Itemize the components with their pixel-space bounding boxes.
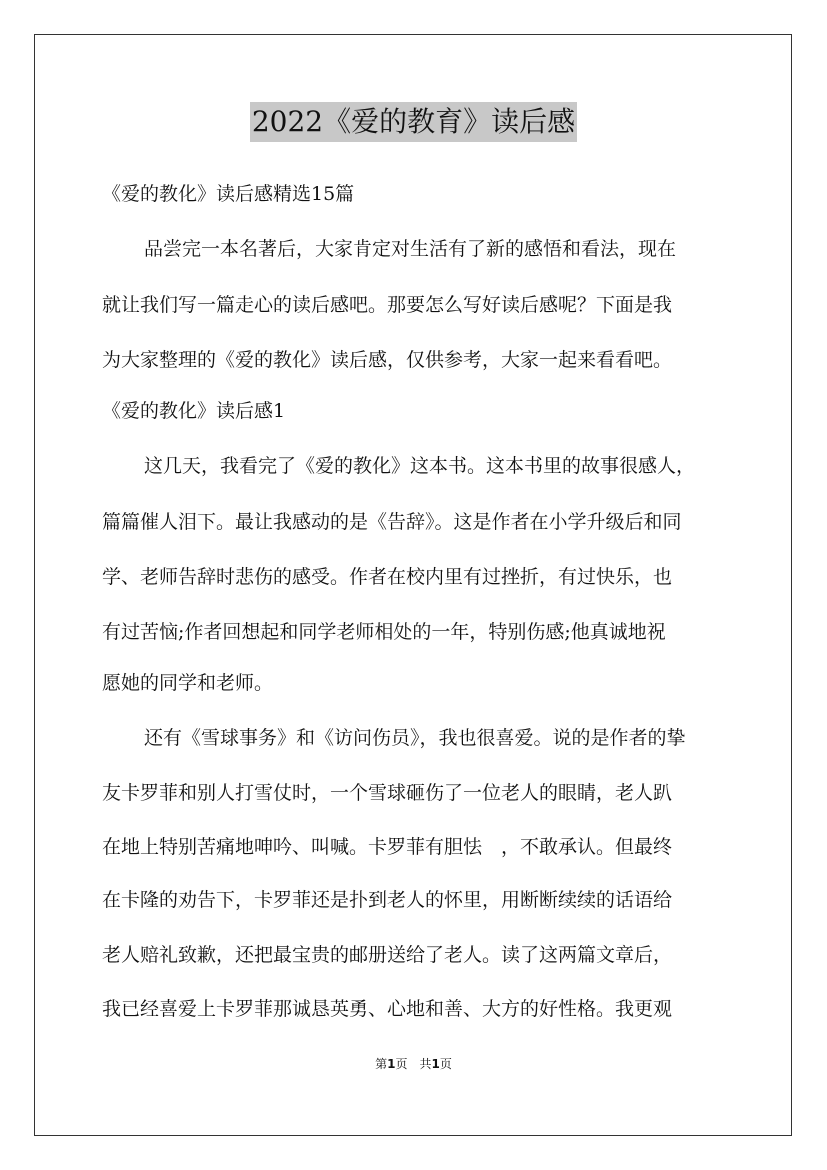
footer-page-prefix: 第 <box>375 1057 388 1071</box>
paragraph1-line-4: 有过苦恼;作者回想起和同学老师相处的一年，特别伤感;他真诚地祝 <box>102 621 666 643</box>
intro-line-3: 为大家整理的《爱的教化》读后感，仅供参考，大家一起来看看吧。 <box>102 349 673 371</box>
paragraph1-line-2: 篇篇催人泪下。最让我感动的是《告辞》。这是作者在小学升级后和同 <box>102 511 682 533</box>
section-heading: 《爱的教化》读后感1 <box>102 400 286 422</box>
intro-line-2: 就让我们写一篇走心的读后感吧。那要怎么写好读后感呢？下面是我 <box>102 294 673 316</box>
paragraph1-line-5: 愿她的同学和老师。 <box>102 672 274 694</box>
document-title: 2022《爱的教育》读后感 <box>250 102 577 142</box>
title-container <box>0 102 827 142</box>
paragraph2-line-3: 在地上特别苦痛地呻吟、叫喊。卡罗菲有胆怯 ，不敢承认。但最终 <box>102 836 673 858</box>
paragraph1-line-3: 学、老师告辞时悲伤的感受。作者在校内里有过挫折，有过快乐，也 <box>102 566 673 588</box>
paragraph1-line-1: 这几天，我看完了《爱的教化》这本书。这本书里的故事很感人， <box>144 455 696 477</box>
page-footer <box>0 1056 827 1072</box>
paragraph2-line-2: 友卡罗菲和别人打雪仗时，一个雪球砸伤了一位老人的眼睛，老人趴 <box>102 782 673 804</box>
paragraph2-line-6: 我已经喜爱上卡罗菲那诚恳英勇、心地和善、大方的好性格。我更观 <box>102 998 673 1020</box>
footer-page-suffix: 页 <box>439 1057 452 1071</box>
footer-page-mid: 页 共 <box>395 1057 432 1071</box>
paragraph2-line-4: 在卡隆的劝告下，卡罗菲还是扑到老人的怀里，用断断续续的话语给 <box>102 889 673 911</box>
paragraph2-line-5: 老人赔礼致歉，还把最宝贵的邮册送给了老人。读了这两篇文章后， <box>102 944 673 966</box>
footer-page-current: 1 <box>387 1057 396 1071</box>
subtitle: 《爱的教化》读后感精选15篇 <box>102 183 355 205</box>
intro-line-1: 品尝完一本名著后，大家肯定对生活有了新的感悟和看法，现在 <box>144 238 677 260</box>
paragraph2-line-1: 还有《雪球事务》和《访问伤员》，我也很喜爱。说的是作者的挚 <box>144 727 686 749</box>
footer-page-total: 1 <box>431 1057 440 1071</box>
